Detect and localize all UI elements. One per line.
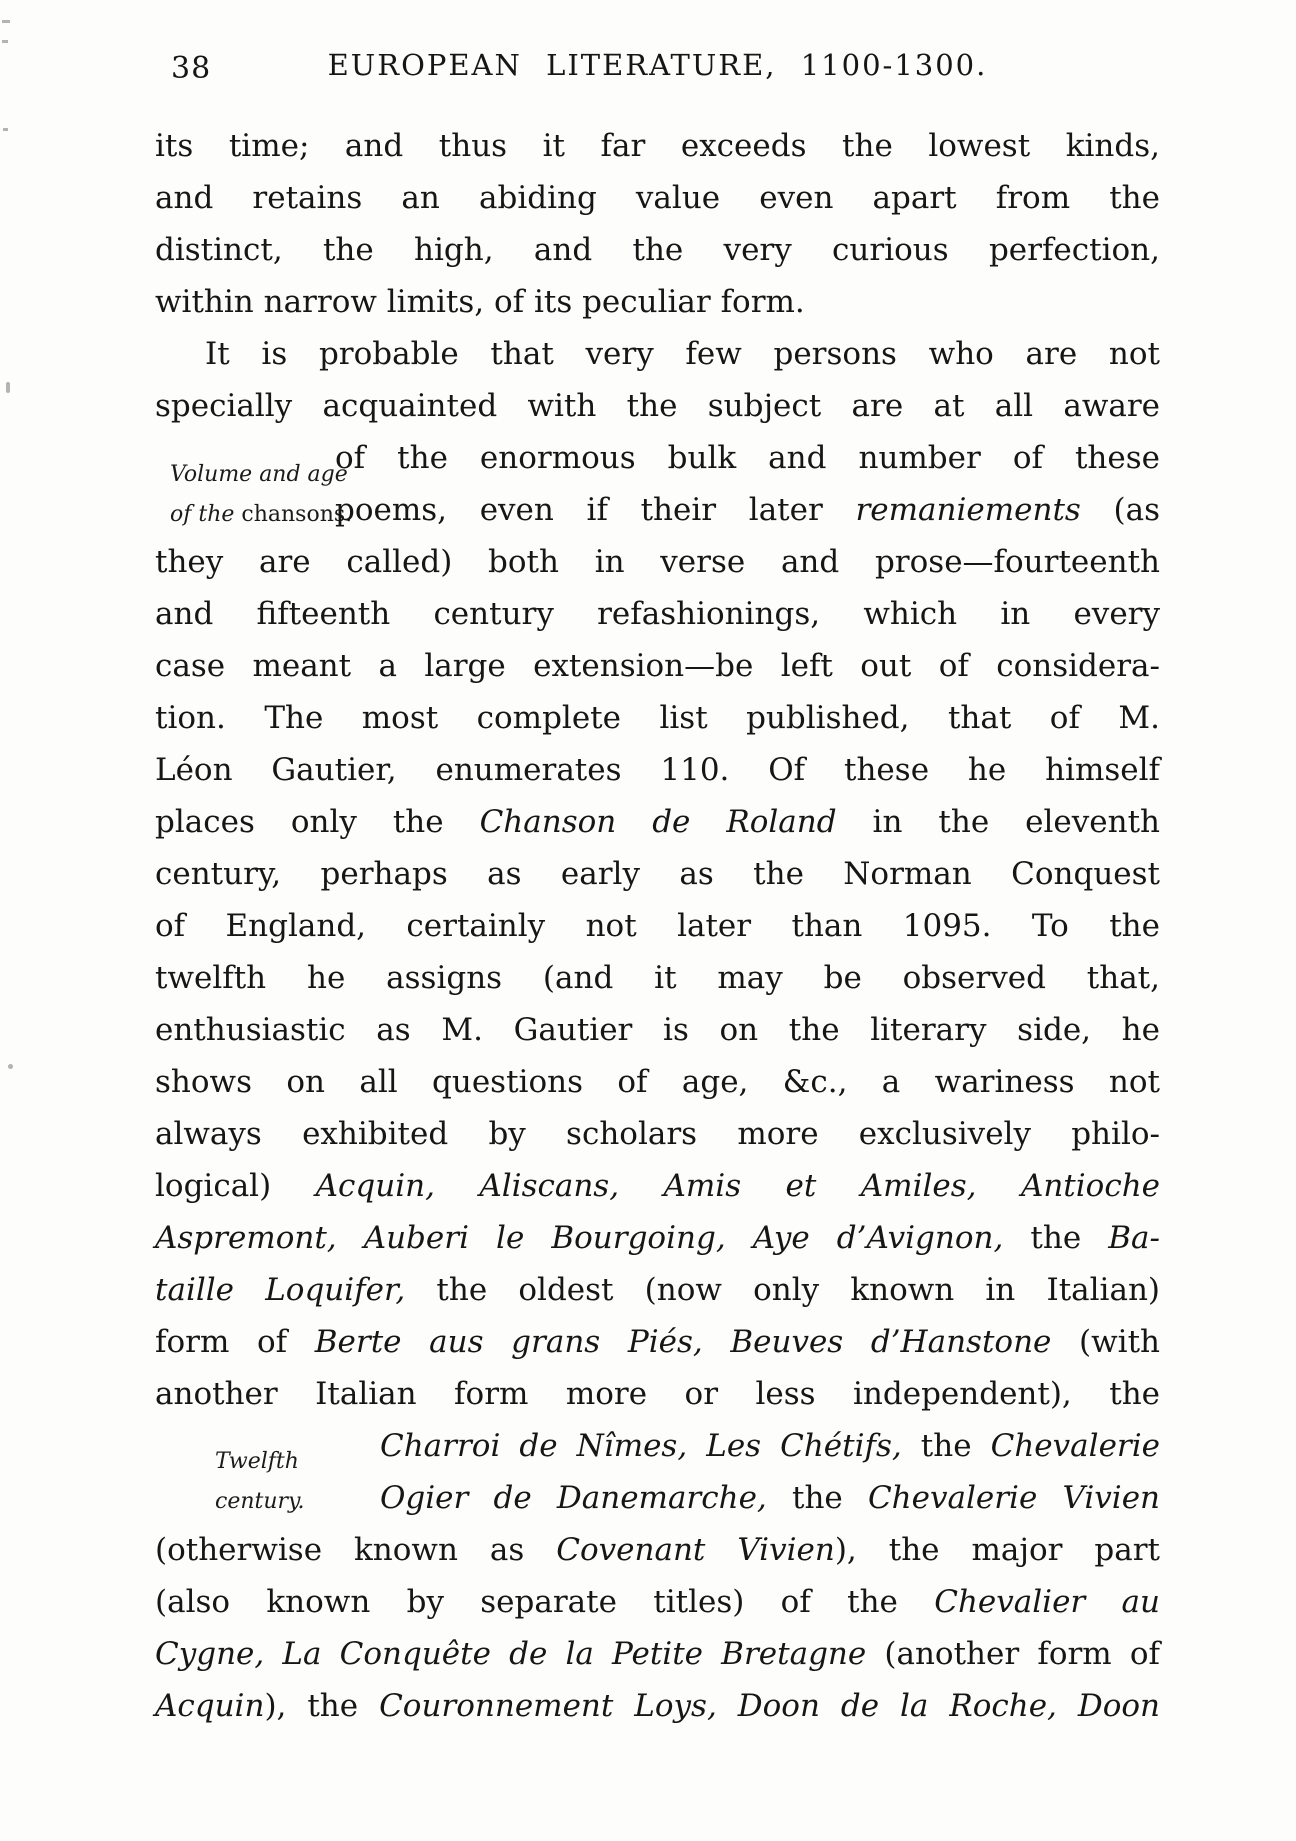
roman-text-run: (otherwise known as <box>155 1532 557 1568</box>
roman-text-run: enthusiastic as M. Gautier is on the literary side, he <box>155 1012 1160 1048</box>
roman-text-run: (as <box>1080 492 1160 528</box>
text-line <box>155 1368 1160 1420</box>
roman-text-run: It is probable that very few persons who are not <box>205 336 1160 372</box>
roman-text-run: ), the <box>264 1688 380 1724</box>
roman-text-run: the <box>1003 1220 1109 1256</box>
text-line <box>155 432 1160 484</box>
text-line <box>155 1160 1160 1212</box>
page-body-text <box>155 120 1160 1732</box>
text-line <box>155 328 1160 380</box>
roman-text-run: twelfth he assigns (and it may be observed that, <box>155 960 1160 996</box>
roman-text-run: in the eleventh <box>836 804 1160 840</box>
roman-text-run: century, perhaps as early as the Norman Conquest <box>155 856 1160 892</box>
text-line <box>155 1472 1160 1524</box>
roman-text-run: of the enormous bulk and number of these <box>335 440 1160 476</box>
scan-speck <box>2 20 10 23</box>
italic-text-run: century. <box>215 1489 305 1514</box>
text-line <box>155 1212 1160 1264</box>
text-line <box>155 276 1160 328</box>
text-line <box>155 1004 1160 1056</box>
roman-text-run: tion. The most complete list published, that of M. <box>155 700 1160 736</box>
italic-text-run: of the <box>170 502 242 527</box>
text-line <box>155 120 1160 172</box>
scan-speck <box>2 40 8 43</box>
text-line <box>155 744 1160 796</box>
text-line <box>155 588 1160 640</box>
italic-text-run: Cygne, La Conquête de la Petite Bretagne <box>155 1636 867 1672</box>
text-line <box>155 536 1160 588</box>
italic-text-run: Volume and age <box>170 462 348 487</box>
roman-text-run: poems, even if their later <box>335 492 856 528</box>
text-line <box>155 1680 1160 1732</box>
text-line <box>155 484 1160 536</box>
roman-text-run: (with <box>1051 1324 1160 1360</box>
roman-text-run: and fifteenth century refashionings, which in every <box>155 596 1160 632</box>
roman-text-run: case meant a large extension—be left out of considera- <box>155 648 1160 684</box>
roman-text-run: specially acquainted with the subject are at all aware <box>155 388 1160 424</box>
italic-text-run: Charroi de Nîmes, Les Chétifs, <box>380 1428 902 1464</box>
italic-text-run: Ba- <box>1108 1220 1160 1256</box>
text-line <box>155 900 1160 952</box>
roman-text-run: within narrow limits, of its peculiar form. <box>155 284 805 320</box>
running-header-title: EUROPEAN LITERATURE, 1100-1300. <box>327 48 988 82</box>
scan-speck <box>3 128 8 131</box>
roman-text-run: ), the major part <box>834 1532 1161 1568</box>
italic-text-run: Ogier de Danemarche, <box>380 1480 767 1516</box>
scan-speck <box>8 1064 13 1069</box>
text-line <box>155 952 1160 1004</box>
text-line <box>155 224 1160 276</box>
italic-text-run: Chevalerie <box>990 1428 1160 1464</box>
italic-text-run: Chanson de Roland <box>479 804 837 840</box>
roman-text-run: form of <box>155 1324 315 1360</box>
italic-text-run: Acquin, Aliscans, Amis et Amiles, Antioche <box>315 1168 1161 1204</box>
italic-text-run: Acquin <box>155 1688 265 1724</box>
roman-text-run: (another form of <box>866 1636 1160 1672</box>
roman-text-run: always exhibited by scholars more exclusively philo- <box>155 1116 1160 1152</box>
roman-text-run: the <box>901 1428 991 1464</box>
roman-text-run: and retains an abiding value even apart from the <box>155 180 1160 216</box>
scan-speck <box>6 382 10 393</box>
text-line <box>155 796 1160 848</box>
text-line <box>155 1628 1160 1680</box>
roman-text-run: (also known by separate titles) of the <box>155 1584 935 1620</box>
text-line <box>155 1264 1160 1316</box>
italic-text-run: Berte aus grans Piés, Beuves d’Hanstone <box>314 1324 1052 1360</box>
roman-text-run: they are called) both in verse and prose—fourteenth <box>155 544 1160 580</box>
italic-text-run: Aspremont, Auberi le Bourgoing, Aye d’Avignon, <box>155 1220 1004 1256</box>
roman-text-run: another Italian form more or less independent), the <box>155 1376 1160 1412</box>
roman-text-run: Léon Gautier, enumerates 110. Of these he himself <box>155 752 1160 788</box>
text-line <box>155 1524 1160 1576</box>
text-line <box>155 172 1160 224</box>
text-line <box>155 380 1160 432</box>
roman-text-run: of England, certainly not later than 1095. To the <box>155 908 1160 944</box>
text-line <box>155 1056 1160 1108</box>
italic-text-run: Chevalier au <box>934 1584 1160 1620</box>
italic-text-run: Couronnement Loys, Doon de la Roche, Doon <box>379 1688 1160 1724</box>
italic-text-run: remaniements <box>855 492 1081 528</box>
text-line <box>155 1576 1160 1628</box>
text-line <box>155 692 1160 744</box>
text-line <box>155 640 1160 692</box>
roman-text-run: the <box>766 1480 868 1516</box>
roman-text-run: chansons. <box>241 502 353 527</box>
text-line <box>155 1316 1160 1368</box>
roman-text-run: logical) <box>155 1168 316 1204</box>
italic-text-run: Covenant Vivien <box>556 1532 835 1568</box>
roman-text-run: its time; and thus it far exceeds the lowest kinds, <box>155 128 1160 164</box>
italic-text-run: Chevalerie Vivien <box>867 1480 1161 1516</box>
text-line <box>155 1420 1160 1472</box>
text-line <box>155 848 1160 900</box>
roman-text-run: shows on all questions of age, &c., a wariness not <box>155 1064 1160 1100</box>
roman-text-run: distinct, the high, and the very curious perfection, <box>155 232 1160 268</box>
page-number: 38 <box>171 51 212 86</box>
roman-text-run: places only the <box>155 804 480 840</box>
roman-text-run: the oldest (now only known in Italian) <box>405 1272 1160 1308</box>
running-header <box>155 48 1160 92</box>
italic-text-run: taille Loquifer, <box>155 1272 406 1308</box>
italic-text-run: Twelfth <box>215 1449 299 1474</box>
text-line <box>155 1108 1160 1160</box>
